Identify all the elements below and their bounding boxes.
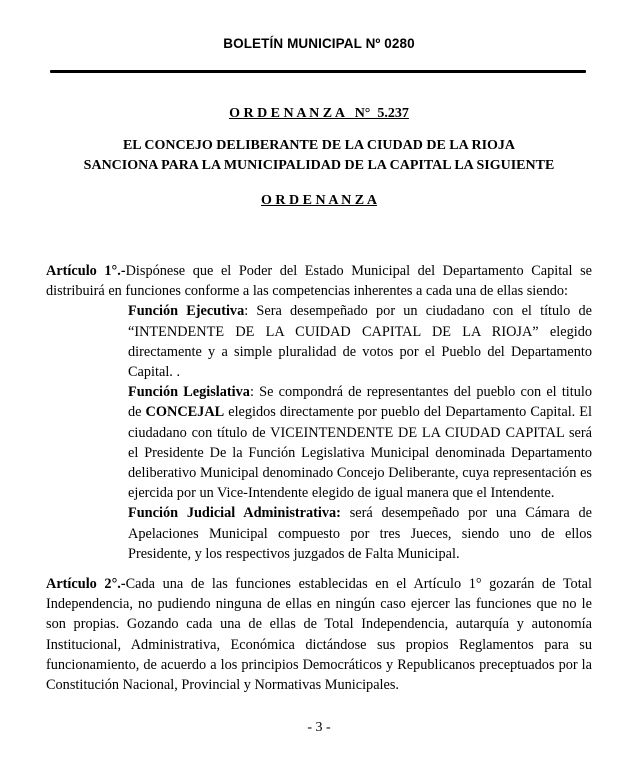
funcion-ejecutiva-text: : Sera desempeñado por un ciudadano con el título de “INTENDENTE DE LA CUIDAD CAPITAL DE LA RIOJA” elegido directamente y a simple pluralidad de votos por el Pueblo del Departamento Capital. . xyxy=(128,303,592,381)
article-1-intro-text: Dispónese que el Poder del Estado Municipal del Departamento Capital se distribuirá en funciones conforme a las competencias inherentes a cada una de ellas siendo: xyxy=(46,263,592,300)
funcion-judicial-text: será desempeñado por una Cámara de Apelaciones Municipal compuesto por tres Jueces, siendo uno de ellos Presidente, y los respectivos juzgados de Falta Municipal. xyxy=(128,505,592,562)
council-heading xyxy=(0,136,638,176)
header-rule xyxy=(50,70,586,73)
article-2-label: Artículo 2°.- xyxy=(46,576,126,592)
funcion-ejecutiva-label: Función Ejecutiva xyxy=(128,303,245,320)
ordinance-subtitle xyxy=(0,193,638,209)
article-2 xyxy=(46,574,592,695)
funcion-judicial-label: Función Judicial Administrativa: xyxy=(128,505,341,522)
council-line-1: EL CONCEJO DELIBERANTE DE LA CIUDAD DE LA RIOJA xyxy=(122,138,516,153)
bulletin-header: BOLETÍN MUNICIPAL Nº 0280 xyxy=(223,36,415,51)
funcion-ejecutiva xyxy=(128,301,592,382)
funcion-legislativa-text-a: : Se compondrá de representantes del pueblo con el titulo de xyxy=(128,384,593,421)
article-1 xyxy=(46,261,592,564)
page-number: - 3 - xyxy=(307,720,331,735)
ordinance-title-text: O R D E N A N Z A N° 5.237 xyxy=(229,106,409,121)
funcion-legislativa-text-b: elegidos directamente por pueblo del Departamento Capital. El ciudadano con título de VICEINTENDENTE DE LA CIUDAD CAPITAL será el Presidente De la Función Legislativa Municipal denominada Departamento deliberativo Municipal denominado Concejo Deliberante, cuya representación es ejercida por un Vice-Intendente elegido de igual manera que el Intendente. xyxy=(128,404,592,502)
funcion-judicial xyxy=(128,503,592,564)
article-1-intro xyxy=(46,261,592,301)
funcion-legislativa xyxy=(128,382,592,503)
council-line-2: SANCIONA PARA LA MUNICIPALIDAD DE LA CAPITAL LA SIGUIENTE xyxy=(83,158,555,173)
article-1-label: Artículo 1°.- xyxy=(46,263,126,279)
article-2-text: Cada una de las funciones establecidas en el Artículo 1° gozarán de Total Independencia, no pudiendo ninguna de ellas en ningún caso ejercer las funciones que no le son propias. Gozando cada una de ellas de Total Independencia, autarquía y autonomía Institucional, Administrativa, Económica dictándose sus propios Reglamentos para su funcionamiento, de acuerdo a los principios Democráticos y Republicanos preceptuados por la Constitución Nacional, Provincial y Normativas Municipales. xyxy=(46,576,592,694)
funcion-legislativa-label: Función Legislativa xyxy=(128,384,250,401)
ordinance-title xyxy=(0,106,638,122)
concejal-term: CONCEJAL xyxy=(145,404,225,421)
ordinance-subtitle-text: O R D E N A N Z A xyxy=(261,193,377,208)
